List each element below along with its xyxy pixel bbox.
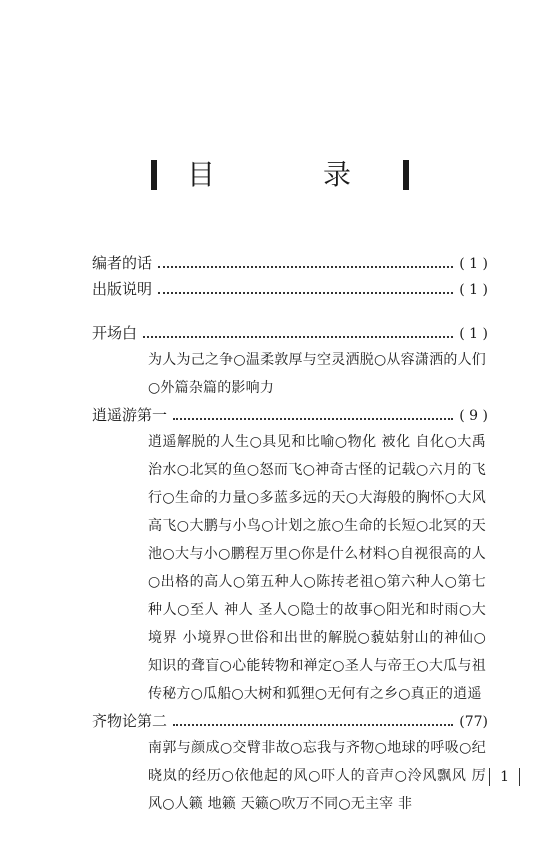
toc-entry-label: 开场白 xyxy=(92,324,138,342)
dot-leader xyxy=(158,292,453,294)
toc-entry-page: ( 9 ) xyxy=(459,408,488,424)
toc-entry-opening[interactable] xyxy=(92,320,488,346)
toc-entry-label: 齐物论第二 xyxy=(92,712,168,730)
dot-leader xyxy=(143,336,453,338)
toc-entry-label: 逍遥游第一 xyxy=(92,406,168,424)
dot-leader xyxy=(158,266,453,268)
title-right-bar xyxy=(403,160,409,190)
toc-entry-page: (77) xyxy=(459,714,488,730)
toc-entry-page: ( 1 ) xyxy=(459,256,488,272)
folio-right-bar xyxy=(519,768,520,786)
toc-subtopics: 为人为己之争○温柔敦厚与空灵洒脱○从容潇洒的人们○外篇杂篇的影响力 xyxy=(148,352,486,396)
dot-leader xyxy=(173,418,453,420)
toc-entry-publication-note[interactable] xyxy=(92,276,488,302)
toc-entry-xiaoyaoyou[interactable] xyxy=(92,402,488,428)
toc-entry-page: ( 1 ) xyxy=(459,326,488,342)
toc-subtopics: 逍遥解脱的人生○具见和比喻○物化 被化 自化○大禹治水○北冥的鱼○怒而飞○神奇古怪的记载○六月的飞行○生命的力量○多蓝多远的天○大海般的胸怀○大风高飞○大鹏与小鸟○计划之旅○生命的长短○北冥的天池○大与小○鹏程万里○你是什么材料○自视很高的人○出格的高人○第五种人○陈抟老祖○第六种人○第七种人○至人 神人 圣人○隐士的故事○阳光和时雨○大境界 小境界○世俗和出世的解脱○藐姑射山的神仙○知识的聋盲○心能转物和禅定○圣人与帝王○大瓜与祖传秘方○瓜船○大树和狐狸○无何有之乡○真正的逍遥 xyxy=(148,434,486,702)
title-block xyxy=(0,160,560,194)
title-text: 目 录 xyxy=(186,158,391,191)
dot-leader xyxy=(173,724,453,726)
toc-entry-label: 编者的话 xyxy=(92,254,153,272)
toc-entry-editors-note[interactable] xyxy=(92,250,488,276)
folio-left-bar xyxy=(489,768,490,786)
toc-entry-qiwulun[interactable] xyxy=(92,708,488,734)
page-number xyxy=(489,768,520,786)
toc-entry-label: 出版说明 xyxy=(92,280,153,298)
table-of-contents xyxy=(92,250,488,818)
toc-entry-page: ( 1 ) xyxy=(459,282,488,298)
page-title xyxy=(151,160,409,190)
toc-subtopics: 南郭与颜成○交臂非故○忘我与齐物○地球的呼吸○纪晓岚的经历○依他起的风○吓人的音声○泠风飘风 厉风○人籁 地籁 天籁○吹万不同○无主宰 非 xyxy=(148,740,486,812)
page-number-text: 1 xyxy=(500,769,509,785)
